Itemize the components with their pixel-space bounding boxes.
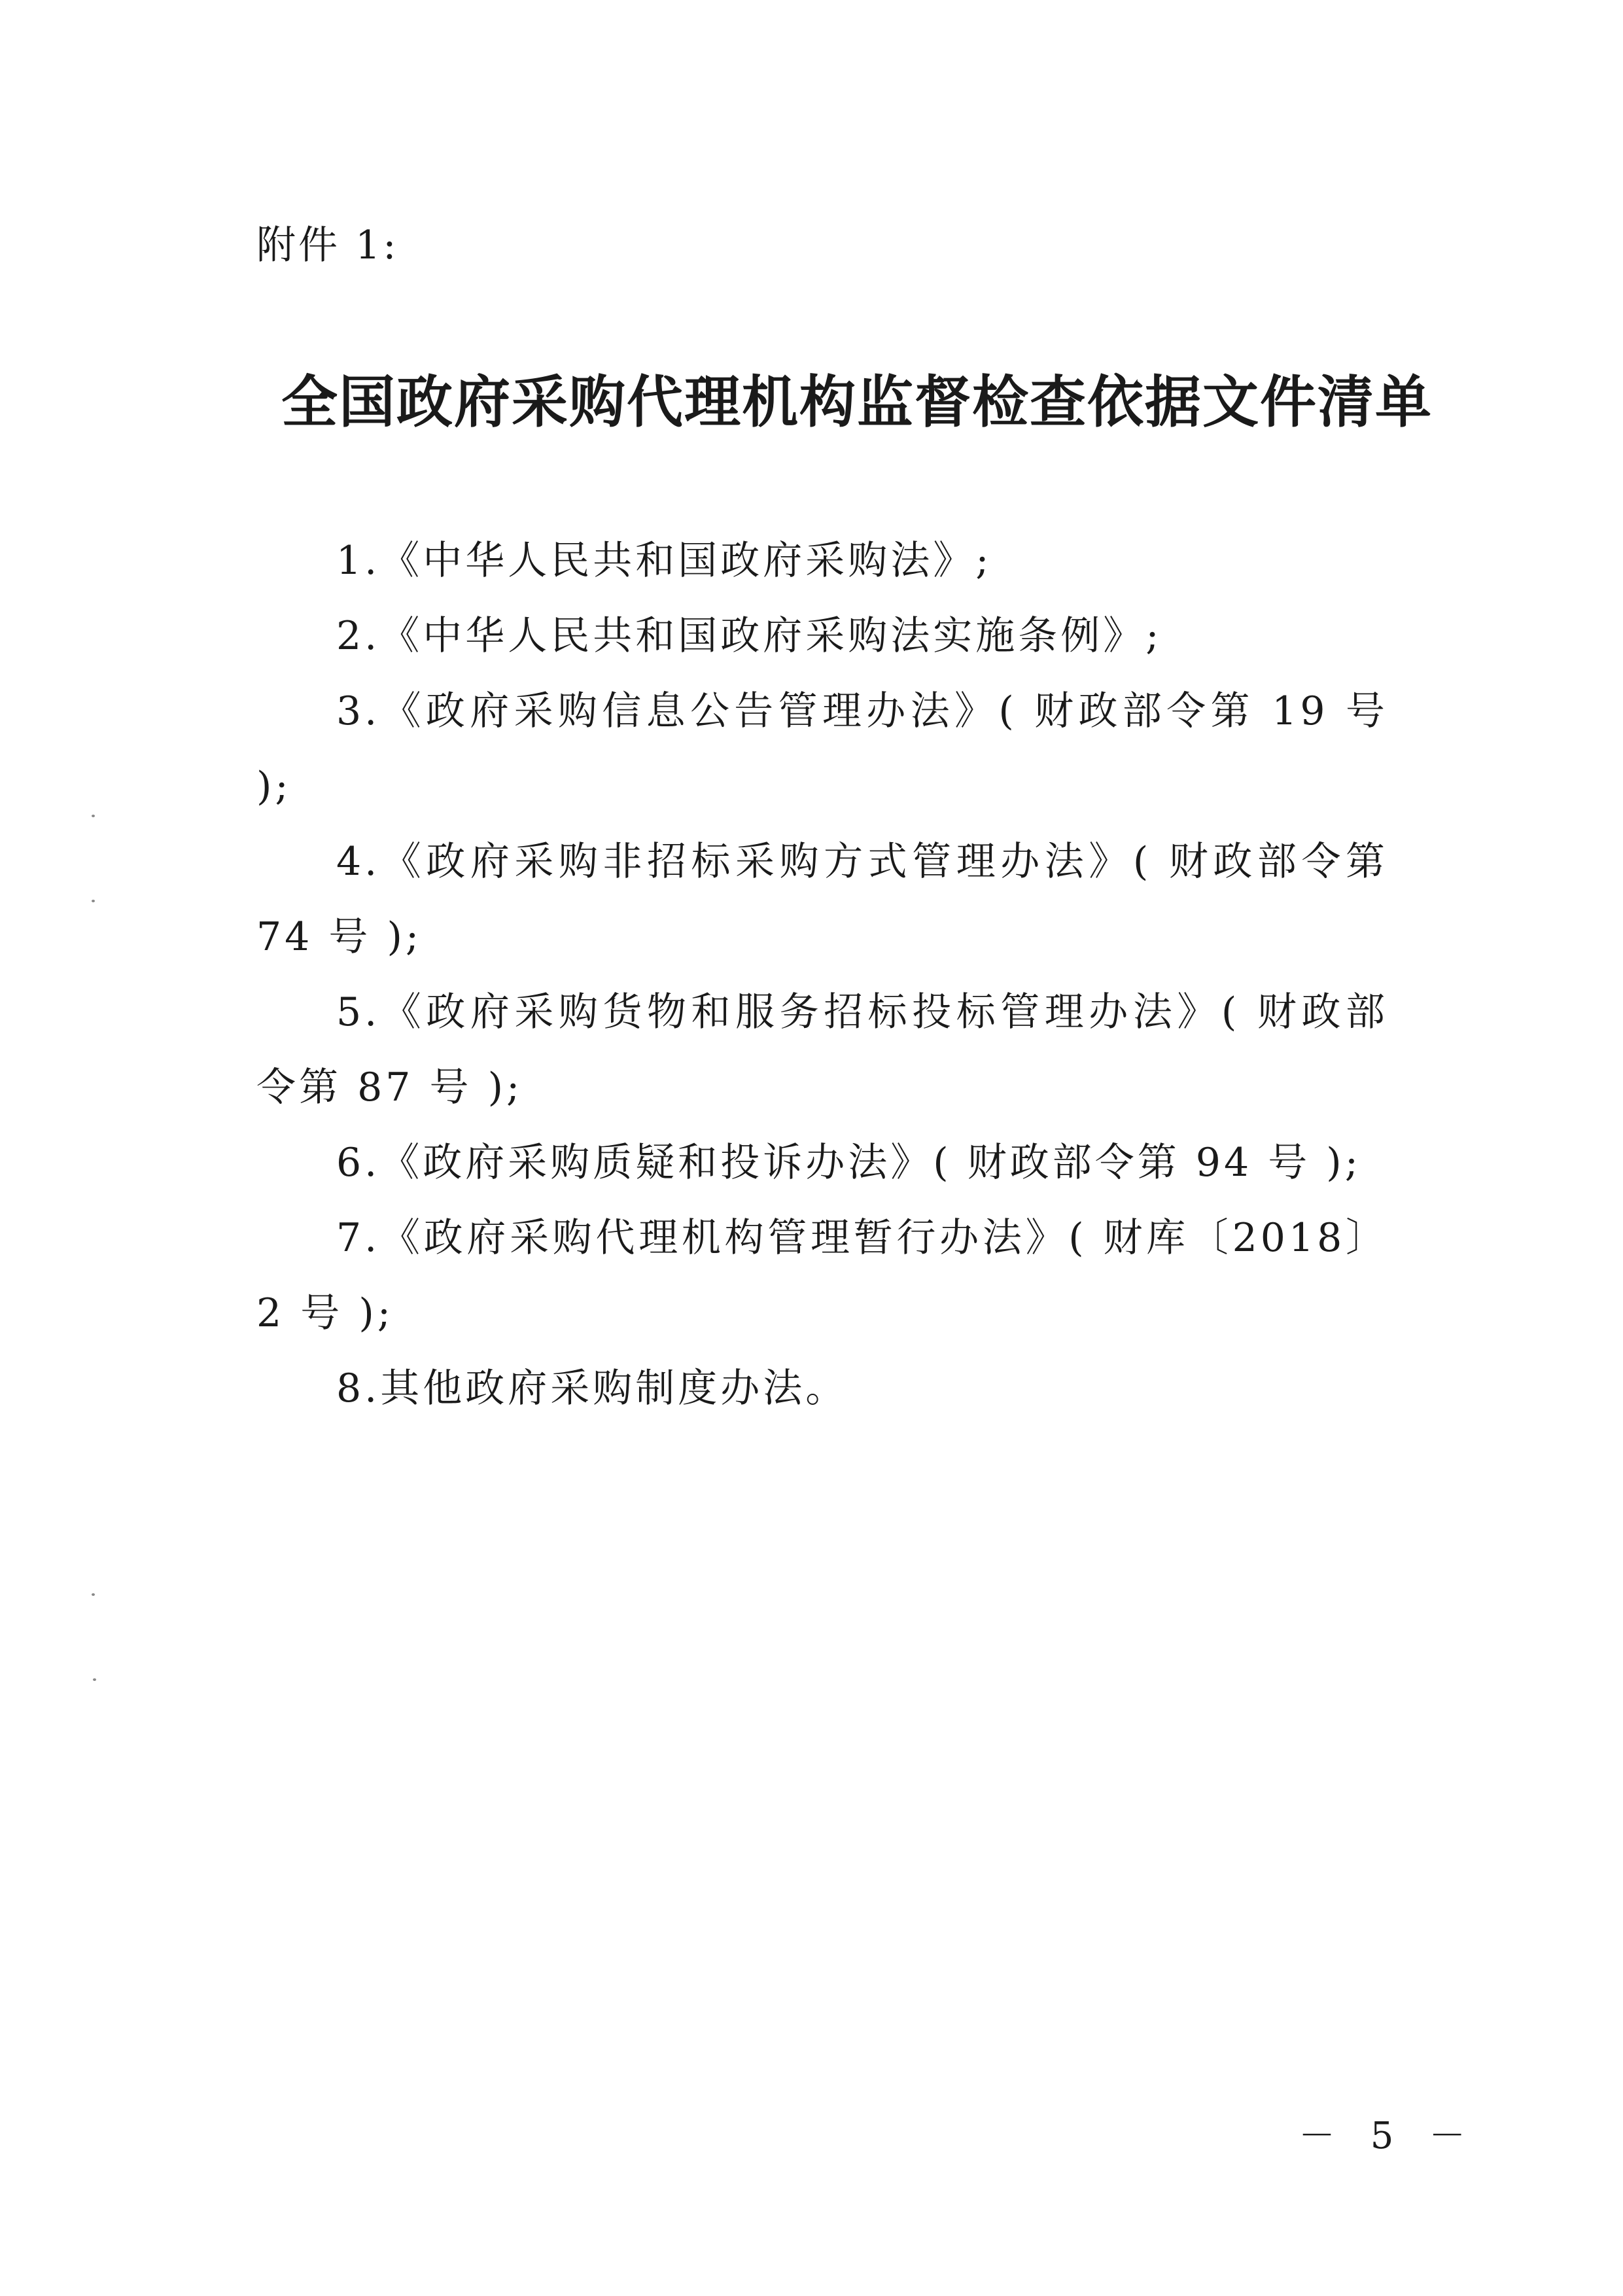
regulation-list [256,523,1388,1426]
scan-speck [92,815,95,817]
list-item: 8.其他政府采购制度办法。 [336,1366,848,1411]
scan-speck [93,1678,96,1681]
list-item: 4.《政府采购非招标采购方式管理办法》( 财政部令第 74 号 ); [256,839,1388,960]
list-item: 1.《中华人民共和国政府采购法》; [336,538,992,584]
list-item: 7.《政府采购代理机构管理暂行办法》( 财库〔2018〕2 号 ); [256,1215,1388,1336]
list-item: 5.《政府采购货物和服务招标投标管理办法》( 财政部令第 87 号 ); [256,989,1388,1110]
attachment-label: 附件 1: [256,222,399,268]
document-title: 全国政府采购代理机构监督检查依据文件清单 [281,370,1433,435]
list-item: 6.《政府采购质疑和投诉办法》( 财政部令第 94 号 ); [336,1140,1361,1186]
scan-speck [92,900,95,902]
scan-speck [92,1593,95,1596]
list-item: 3.《政府采购信息公告管理办法》( 财政部令第 19 号 ); [256,688,1388,809]
list-item: 2.《中华人民共和国政府采购法实施条例》; [336,613,1162,659]
page-number: － 5 － [1299,2115,1478,2157]
